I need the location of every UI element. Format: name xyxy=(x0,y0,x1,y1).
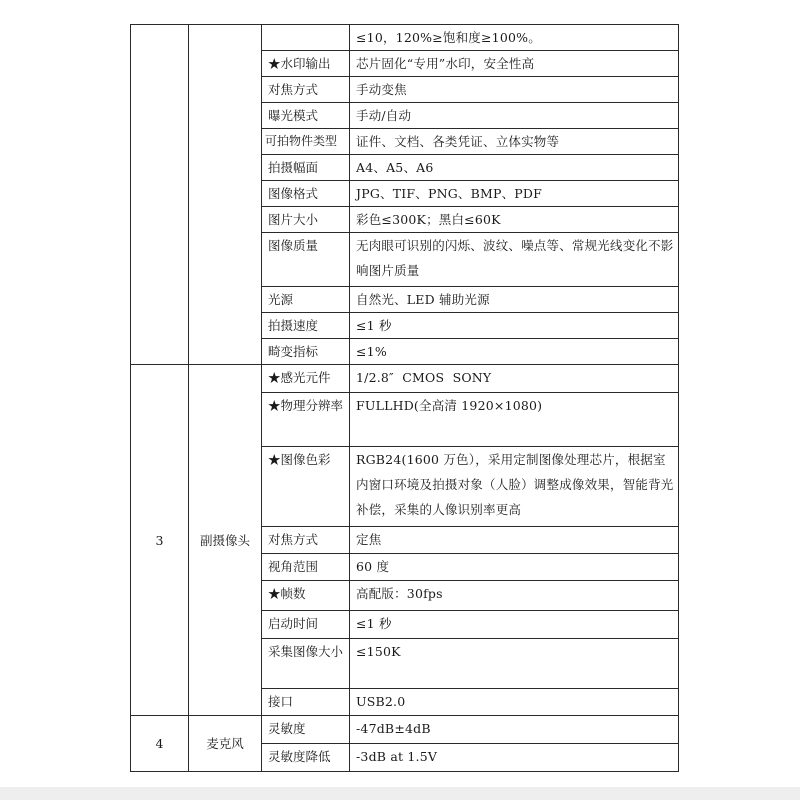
category-name: 麦克风 xyxy=(189,716,262,772)
param-label: ★感光元件 xyxy=(262,365,350,393)
param-label: 接口 xyxy=(262,689,350,716)
spec-table xyxy=(130,24,679,772)
param-label: ★物理分辨率 xyxy=(262,393,350,447)
param-value: 高配版：30fps xyxy=(350,581,679,611)
param-value: ≤1 秒 xyxy=(350,313,679,339)
table-row xyxy=(131,716,679,744)
param-label: 拍摄速度 xyxy=(262,313,350,339)
param-value: A4、A5、A6 xyxy=(350,155,679,181)
table-row xyxy=(131,25,679,51)
row-number: 4 xyxy=(131,716,189,772)
param-value: 定焦 xyxy=(350,527,679,554)
param-label: 曝光模式 xyxy=(262,103,350,129)
param-value: 手动变焦 xyxy=(350,77,679,103)
param-label: ★图像色彩 xyxy=(262,447,350,527)
param-value: USB2.0 xyxy=(350,689,679,716)
param-value: -3dB at 1.5V xyxy=(350,744,679,772)
param-value: 60 度 xyxy=(350,554,679,581)
param-value: RGB24(1600 万色），采用定制图像处理芯片，根据室内窗口环境及拍摄对象（人脸）调整成像效果，智能背光补偿，采集的人像识别率更高 xyxy=(350,447,679,527)
param-value: 彩色≤300K；黑白≤60K xyxy=(350,207,679,233)
category-cell-blank xyxy=(189,25,262,365)
param-value: JPG、TIF、PNG、BMP、PDF xyxy=(350,181,679,207)
page-bottom-edge xyxy=(0,787,800,800)
param-label: 灵敏度 xyxy=(262,716,350,744)
param-label: 灵敏度降低 xyxy=(262,744,350,772)
param-label: 可拍物件类型 xyxy=(262,129,350,155)
param-label: 图像格式 xyxy=(262,181,350,207)
param-value: 无肉眼可识别的闪烁、波纹、噪点等、常规光线变化不影响图片质量 xyxy=(350,233,679,287)
param-label: 图片大小 xyxy=(262,207,350,233)
param-value: FULLHD(全高清 1920×1080) xyxy=(350,393,679,447)
param-value: ≤10，120%≥饱和度≥100%。 xyxy=(350,25,679,51)
param-label: ★水印输出 xyxy=(262,51,350,77)
row-number: 3 xyxy=(131,365,189,716)
param-label: 采集图像大小 xyxy=(262,639,350,689)
table-row xyxy=(131,365,679,393)
param-label: 光源 xyxy=(262,287,350,313)
param-value: ≤150K xyxy=(350,639,679,689)
param-label: 畸变指标 xyxy=(262,339,350,365)
param-label: 启动时间 xyxy=(262,611,350,639)
param-label: 对焦方式 xyxy=(262,527,350,554)
category-name: 副摄像头 xyxy=(189,365,262,716)
param-value: ≤1% xyxy=(350,339,679,365)
param-label: 图像质量 xyxy=(262,233,350,287)
param-value: ≤1 秒 xyxy=(350,611,679,639)
param-value: 芯片固化“专用”水印，安全性高 xyxy=(350,51,679,77)
param-label: 视角范围 xyxy=(262,554,350,581)
param-label: 拍摄幅面 xyxy=(262,155,350,181)
param-label: 对焦方式 xyxy=(262,77,350,103)
param-value: 自然光、LED 辅助光源 xyxy=(350,287,679,313)
param-label: ★帧数 xyxy=(262,581,350,611)
param-value: 证件、文档、各类凭证、立体实物等 xyxy=(350,129,679,155)
param-value: 手动/自动 xyxy=(350,103,679,129)
param-value: 1/2.8″ CMOS SONY xyxy=(350,365,679,393)
row-number-cell-blank xyxy=(131,25,189,365)
param-label xyxy=(262,25,350,51)
param-value: -47dB±4dB xyxy=(350,716,679,744)
